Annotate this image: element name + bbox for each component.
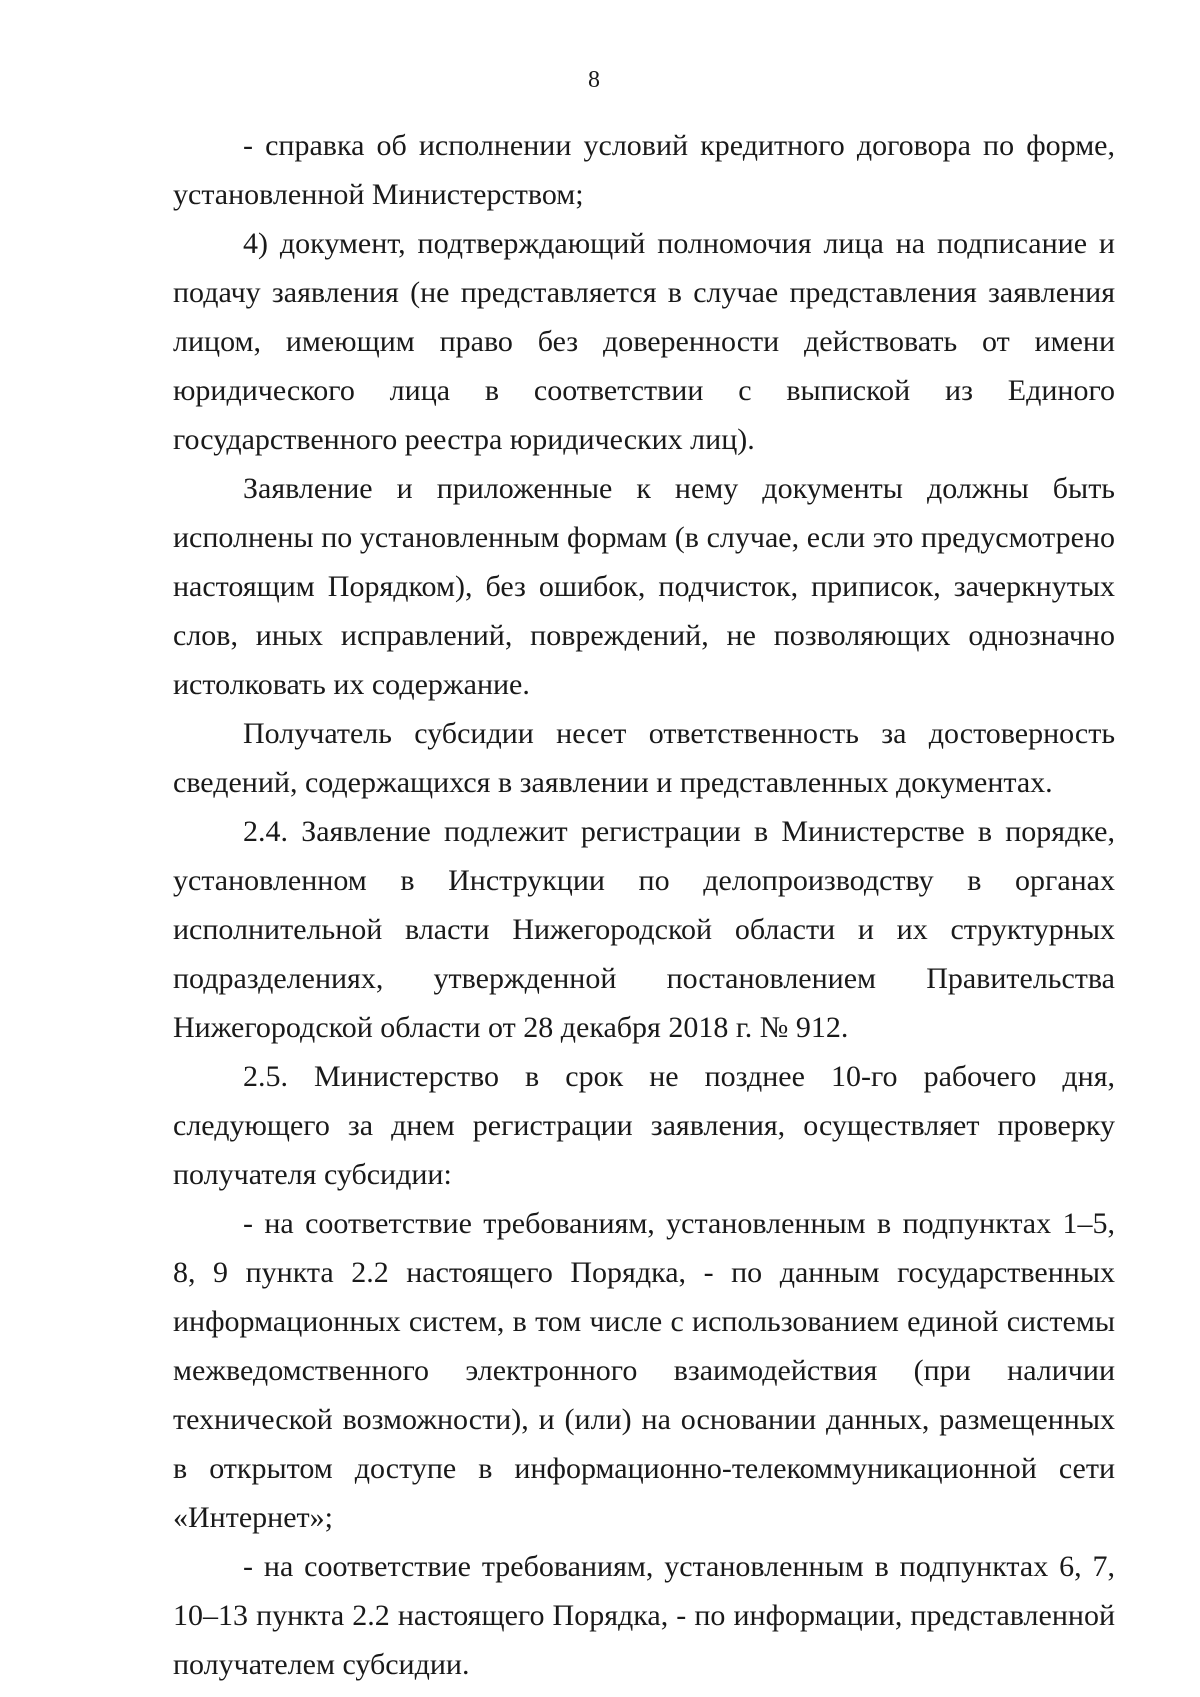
paragraph-check-items-1-9: - на соответствие требованиям, установленным в подпунктах 1–5, 8, 9 пункта 2.2 настоящего Порядка, - по данным государственных информационных систем, в том числе с использованием единой системы межведомственного электронного взаимодействия (при наличии технической возможности), и (или) на основании данных, размещенных в открытом доступе в информационно-телекоммуникационной сети «Интернет»; <box>173 1207 1115 1534</box>
paragraph-section-2-5: 2.5. Министерство в срок не позднее 10-го рабочего дня, следующего за днем регистрации заявления, осуществляет проверку получателя субсидии: <box>173 1060 1115 1191</box>
paragraph-document-requirements: Заявление и приложенные к нему документы должны быть исполнены по установленным формам (в случае, если это предусмотрено настоящим Порядком), без ошибок, подчисток, приписок, зачеркнутых слов, иных исправлений, повреждений, не позволяющих однозначно истолковать их содержание. <box>173 472 1115 701</box>
paragraph-recipient-responsibility: Получатель субсидии несет ответственность за достоверность сведений, содержащихся в заявлении и представленных документах. <box>173 717 1115 799</box>
paragraph-authority-document: 4) документ, подтверждающий полномочия лица на подписание и подачу заявления (не представляется в случае представления заявления лицом, имеющим право без доверенности действовать от имени юридического лица в соответствии с выпиской из Единого государственного реестра юридических лиц). <box>173 227 1115 456</box>
paragraph-section-2-4: 2.4. Заявление подлежит регистрации в Министерстве в порядке, установленном в Инструкции по делопроизводству в органах исполнительной власти Нижегородской области и их структурных подразделениях, утвержденной постановлением Правительства Нижегородской области от 28 декабря 2018 г. № 912. <box>173 815 1115 1044</box>
paragraph-check-items-6-13: - на соответствие требованиям, установленным в подпунктах 6, 7, 10–13 пункта 2.2 настоящего Порядка, - по информации, представленной получателем субсидии. <box>173 1550 1115 1681</box>
page-number: 8 <box>588 67 600 93</box>
document-body <box>173 121 1115 1689</box>
paragraph-loan-certificate: - справка об исполнении условий кредитного договора по форме, установленной Министерством; <box>173 129 1115 211</box>
